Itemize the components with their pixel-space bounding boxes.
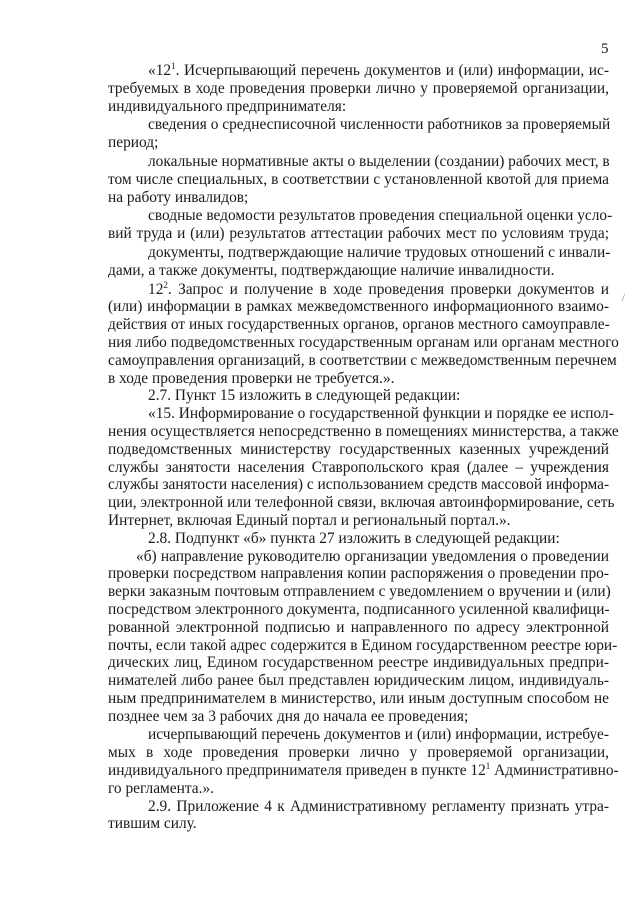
text-line: период; bbox=[108, 134, 159, 152]
text-line: почты, если такой адрес содержится в Едином государственном реестре юри- bbox=[108, 636, 618, 654]
text-line: 2.7. Пункт 15 изложить в следующей редакции: bbox=[148, 387, 461, 405]
text-line: $12^2$. Запрос и получение в ходе проведения проверки документов и bbox=[148, 279, 609, 298]
text-line: самоуправления организаций, в соответствии с межведомственным перечнем bbox=[108, 351, 617, 369]
text-line: рованной электронной подписью и направленного по адресу электронной bbox=[108, 618, 609, 636]
text-line: 2.8. Подпункт «б» пункта 27 изложить в следующей редакции: bbox=[148, 529, 560, 547]
text-line: локальные нормативные акты о выделении (создании) рабочих мест, в bbox=[148, 152, 610, 170]
text-line: подведомственных министерству государственных казенных учреждений bbox=[108, 440, 609, 458]
text-line: мых в ходе проведения проверки лично у проверяемой организации, bbox=[108, 744, 609, 762]
text-line: дами, а также документы, подтверждающие наличие инвалидности. bbox=[108, 261, 555, 279]
text-line: исчерпывающий перечень документов и (или) информации, истребуе- bbox=[148, 726, 609, 744]
text-line: проверки посредством направления копии распоряжения о проведении про- bbox=[108, 565, 609, 583]
text-line: «15. Информирование о государственной функции и порядке ее испол- bbox=[148, 405, 614, 423]
text-line: индивидуального предпринимателя приведен в пункте $12^1$ Административно- bbox=[108, 761, 619, 780]
text-line: на работу инвалидов; bbox=[108, 188, 249, 206]
text-line: ции, электронной или телефонной связи, включая автоинформирование, сеть bbox=[108, 494, 615, 512]
text-line: сведения о среднесписочной численности работников за проверяемый bbox=[148, 116, 611, 134]
text-line: том числе специальных, в соответствии с установленной квотой для приема bbox=[108, 170, 609, 188]
text-line: требуемых в ходе проведения проверки лично у проверяемой организации, bbox=[108, 79, 609, 97]
text-line: «$12^1$. Исчерпывающий перечень документов и (или) информации, ис- bbox=[148, 61, 609, 79]
text-line: документы, подтверждающие наличие трудовых отношений с инвали- bbox=[148, 243, 611, 261]
text-line: службы занятости населения) с использованием средств массовой информа- bbox=[108, 476, 610, 494]
text-line: индивидуального предпринимателя: bbox=[108, 97, 347, 115]
scan-mark: / bbox=[622, 293, 625, 304]
text-line: «б) направление руководителю организации уведомления о проведении bbox=[136, 547, 609, 565]
text-line: тившим силу. bbox=[108, 815, 197, 833]
text-line: позднее чем за 3 рабочих дня до начала ее проведения; bbox=[108, 707, 469, 725]
text-line: нения осуществляется непосредственно в помещениях министерства, а также bbox=[108, 422, 619, 440]
text-line: ния либо подведомственных государственным органам или органам местного bbox=[108, 333, 619, 351]
text-line: верки заказным почтовым отправлением с уведомлением о вручении и (или) bbox=[108, 583, 611, 601]
text-line: посредством электронного документа, подписанного усиленной квалифици- bbox=[108, 600, 610, 618]
text-line: действия от иных государственных органов, органов местного самоуправле- bbox=[108, 316, 610, 334]
text-line: сводные ведомости результатов проведения специальной оценки усло- bbox=[148, 207, 613, 225]
text-line: Интернет, включая Единый портал и региональный портал.». bbox=[108, 511, 511, 529]
page-number: 5 bbox=[601, 41, 609, 57]
text-line: дических лиц, Едином государственном реестре индивидуальных предпри- bbox=[108, 654, 609, 672]
text-line: (или) информации в рамках межведомственного информационного взаимо- bbox=[108, 298, 609, 316]
text-line: в ходе проведения проверки не требуется.». bbox=[108, 369, 395, 387]
text-line: вий труда и (или) результатов аттестации рабочих мест по условиям труда; bbox=[108, 225, 609, 243]
text-line: нимателей либо ранее был представлен юридическим лицом, индивидуаль- bbox=[108, 672, 609, 690]
text-line: го регламента.». bbox=[108, 779, 214, 797]
text-line: 2.9. Приложение 4 к Административному регламенту признать утра- bbox=[148, 797, 609, 815]
text-line: службы занятости населения Ставропольского края (далее – учреждения bbox=[108, 458, 609, 476]
text-line: ным предпринимателем в министерство, или иным доступным способом не bbox=[108, 689, 609, 707]
document-body bbox=[108, 61, 619, 833]
